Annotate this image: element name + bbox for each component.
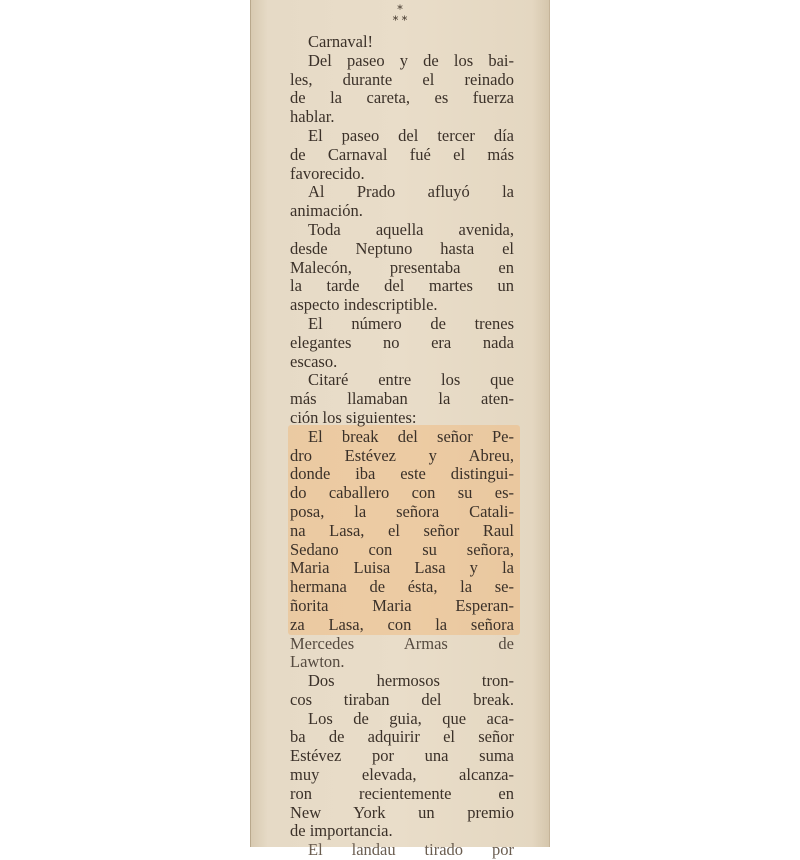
article-line: Estévez por una suma: [290, 746, 514, 766]
article-line: Carnaval!: [308, 32, 374, 51]
article-line: dro Estévez y Abreu,: [290, 445, 514, 465]
article-line: ción los siguientes:: [290, 407, 417, 427]
article-line: Del paseo y de los bai-: [308, 50, 514, 70]
article-line: de la careta, es fuerza: [290, 88, 514, 108]
article-line: favorecido.: [290, 163, 365, 183]
article-line: Dos hermosos tron-: [308, 671, 514, 691]
newspaper-clipping: [250, 0, 550, 860]
article-line: donde iba este distingui-: [290, 464, 514, 484]
article-line: escaso.: [290, 351, 338, 371]
article-line: aspecto indescriptible.: [290, 295, 438, 315]
article-line: El número de trenes: [308, 313, 514, 333]
article-line: Malecón, presentaba en: [290, 257, 514, 277]
article-line: ñorita Maria Esperan-: [290, 595, 514, 615]
article-line: de Carnaval fué el más: [290, 144, 514, 164]
article-line: la tarde del martes un: [290, 276, 514, 296]
section-ornament: [250, 4, 550, 34]
article-line: Al Prado afluyó la: [308, 182, 514, 202]
article-line: de importancia.: [290, 821, 393, 841]
article-line: Los de guia, que aca-: [308, 708, 514, 728]
article-line: Mercedes Armas de: [290, 633, 514, 653]
article-line: cos tiraban del break.: [290, 689, 514, 709]
article-line: hermana de ésta, la se-: [290, 577, 514, 597]
article-line: hablar.: [290, 107, 335, 127]
article-line: les, durante el reinado: [290, 69, 514, 89]
article-line: Lawton.: [290, 652, 345, 672]
article-line: ron recientemente en: [290, 783, 514, 803]
article-line: más llamaban la aten-: [290, 389, 514, 409]
article-line: El paseo del tercer día: [308, 125, 514, 145]
article-line: El landau tirado por: [308, 840, 514, 860]
article-line: Maria Luisa Lasa y la: [290, 558, 514, 578]
article-line: do caballero con su es-: [290, 483, 514, 503]
article-line: ba de adquirir el señor: [290, 727, 514, 747]
article-line: elegantes no era nada: [290, 332, 514, 352]
article-line: muy elevada, alcanza-: [290, 765, 514, 785]
article-line: desde Neptuno hasta el: [290, 238, 514, 258]
article-line: na Lasa, el señor Raul: [290, 520, 514, 540]
article-line: posa, la señora Catali-: [290, 501, 514, 521]
article-line: El break del señor Pe-: [308, 426, 514, 446]
article-line: Sedano con su señora,: [290, 539, 514, 559]
ornament-top: *: [397, 3, 403, 16]
article-line: animación.: [290, 201, 363, 221]
article-column: [290, 33, 514, 860]
article-line: Toda aquella avenida,: [308, 219, 514, 239]
article-line: Citaré entre los que: [308, 370, 514, 390]
article-line: New York un premio: [290, 802, 514, 822]
ornament-bottom: * *: [392, 14, 408, 27]
article-line: za Lasa, con la señora: [290, 614, 514, 634]
